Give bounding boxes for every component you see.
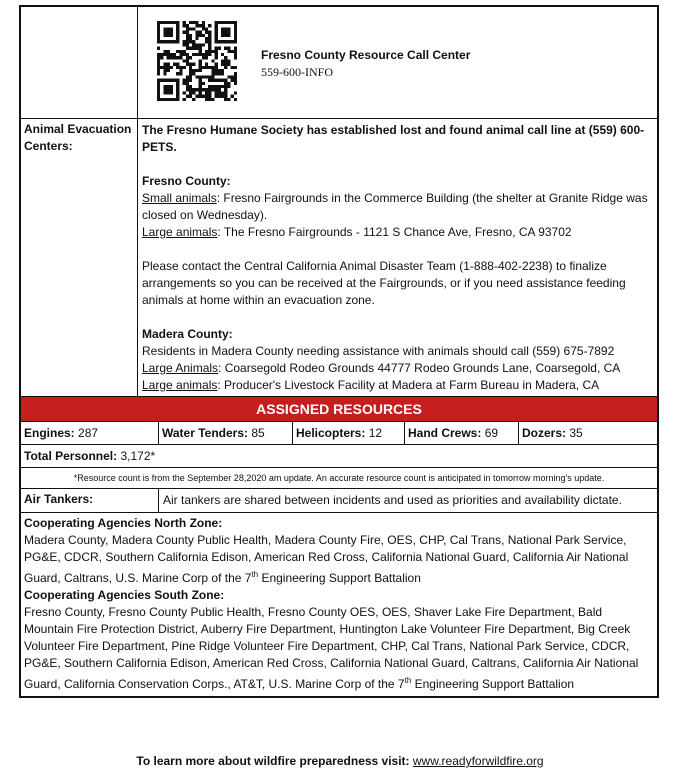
air-tankers-row — [21, 489, 657, 513]
total-personnel-label: Total Personnel: — [24, 449, 118, 463]
north-zone-agencies — [24, 532, 654, 587]
large-animals-label: Large animals — [142, 225, 218, 239]
call-center-cell — [138, 7, 657, 118]
hand-crews-cell — [405, 422, 519, 444]
large-animals-line — [142, 224, 653, 241]
call-center-title: Fresno County Resource Call Center — [261, 48, 471, 62]
madera-large-animals-line-1 — [142, 360, 653, 377]
helicopters-cell — [293, 422, 405, 444]
resource-note-row — [21, 468, 657, 489]
fresno-county-heading: Fresno County: — [142, 174, 231, 188]
qr-code-icon[interactable] — [157, 21, 237, 101]
madera-large-animals-line-2 — [142, 377, 653, 394]
total-personnel-cell — [21, 445, 657, 467]
small-animals-label: Small animals — [142, 191, 217, 205]
dozers-label: Dozers: — [522, 426, 567, 440]
footer-text: To learn more about wildfire preparedness visit: — [136, 754, 413, 768]
total-personnel-value: 3,172* — [120, 449, 156, 463]
south-zone-text: Fresno County, Fresno County Public Health, Fresno County OES, OES, Shaver Lake Fire Department, Bald Mountain Fire Protection District, Auberry Fire Department, Huntington Lake Volunteer Fire Department, Big Creek Volunteer Fire Department, Pine Ridge Volunteer Fire Department, CHP, Cal Trans, National Park Service, CDCR, PG&E, Southern California Edison, American Red Cross, California National Guard, Caltrans, California Air National Guard, California Conservation Corps., AT&T, U.S. Marine Corp of the 7 — [24, 605, 639, 691]
disaster-team-contact: Please contact the Central California Animal Disaster Team (1-888-402-2238) to finalize arrangements so you can be received at the Fairgrounds, or if you need assistance feeding animals at home within an evacuation zone. — [142, 259, 626, 307]
water-tenders-cell — [159, 422, 293, 444]
south-zone-agencies — [24, 604, 654, 693]
small-animals-line — [142, 190, 653, 224]
cooperating-agencies-section — [21, 513, 657, 696]
south-zone-heading: Cooperating Agencies South Zone: — [24, 588, 225, 602]
engines-label: Engines: — [24, 426, 75, 440]
madera-large-animals-label-2: Large animals — [142, 378, 218, 392]
dozers-cell — [519, 422, 657, 444]
madera-county-heading: Madera County: — [142, 327, 233, 341]
north-zone-sup: th — [251, 570, 259, 579]
madera-assistance-text: Residents in Madera County needing assistance with animals should call (559) 675-7892 — [142, 344, 615, 358]
empty-label-cell — [21, 7, 138, 118]
readyforwildfire-link[interactable]: www.readyforwildfire.org — [412, 754, 544, 768]
resource-count-note: *Resource count is from the September 28,2020 am update. An accurate resource count is anticipated in tomorrow morning's update. — [73, 473, 605, 483]
engines-cell — [21, 422, 159, 444]
air-tankers-label: Air Tankers: — [21, 489, 159, 512]
call-center-phone: 559-600-INFO — [261, 65, 333, 79]
humane-society-intro: The Fresno Humane Society has established lost and found animal call line at (559) 600-PETS. — [142, 123, 645, 154]
south-zone-sup: th — [404, 676, 412, 685]
resource-table — [19, 5, 659, 698]
madera-large-animals-text-1: : Coarsegold Rodeo Grounds 44777 Rodeo Grounds Lane, Coarsegold, CA — [218, 361, 621, 375]
hand-crews-label: Hand Crews: — [408, 426, 482, 440]
resources-row — [21, 422, 657, 445]
animal-evacuation-label: Animal Evacuation Centers: — [21, 119, 138, 396]
animal-evacuation-row — [21, 119, 657, 397]
engines-value: 287 — [78, 426, 99, 440]
small-animals-text: : Fresno Fairgrounds in the Commerce Building (the shelter at Granite Ridge was closed on Wednesday). — [142, 191, 648, 222]
large-animals-text: : The Fresno Fairgrounds - 1121 S Chance Ave, Fresno, CA 93702 — [217, 225, 572, 239]
helicopters-value: 12 — [368, 426, 383, 440]
call-center-row — [21, 7, 657, 119]
north-zone-heading: Cooperating Agencies North Zone: — [24, 516, 223, 530]
personnel-row — [21, 445, 657, 468]
footer — [0, 754, 680, 768]
water-tenders-label: Water Tenders: — [162, 426, 249, 440]
animal-evacuation-details — [138, 119, 657, 396]
hand-crews-value: 69 — [484, 426, 499, 440]
dozers-value: 35 — [569, 426, 583, 440]
air-tankers-text: Air tankers are shared between incidents and used as priorities and availability dictate. — [163, 493, 622, 507]
south-zone-text-end: Engineering Support Battalion — [411, 677, 575, 691]
madera-large-animals-label-1: Large Animals — [142, 361, 219, 375]
madera-large-animals-text-2: : Producer's Livestock Facility at Madera at Farm Bureau in Madera, CA — [217, 378, 600, 392]
north-zone-text-end: Engineering Support Battalion — [258, 571, 421, 585]
water-tenders-value: 85 — [251, 426, 265, 440]
helicopters-label: Helicopters: — [296, 426, 366, 440]
assigned-resources-banner: ASSIGNED RESOURCES — [21, 397, 657, 422]
north-zone-text: Madera County, Madera County Public Health, Madera County Fire, OES, CHP, Cal Trans, National Park Service, PG&E, CDCR, Southern California Edison, American Red Cross, California National Guard, California Air National Guard, Caltrans, U.S. Marine Corp of the 7 — [24, 533, 629, 585]
